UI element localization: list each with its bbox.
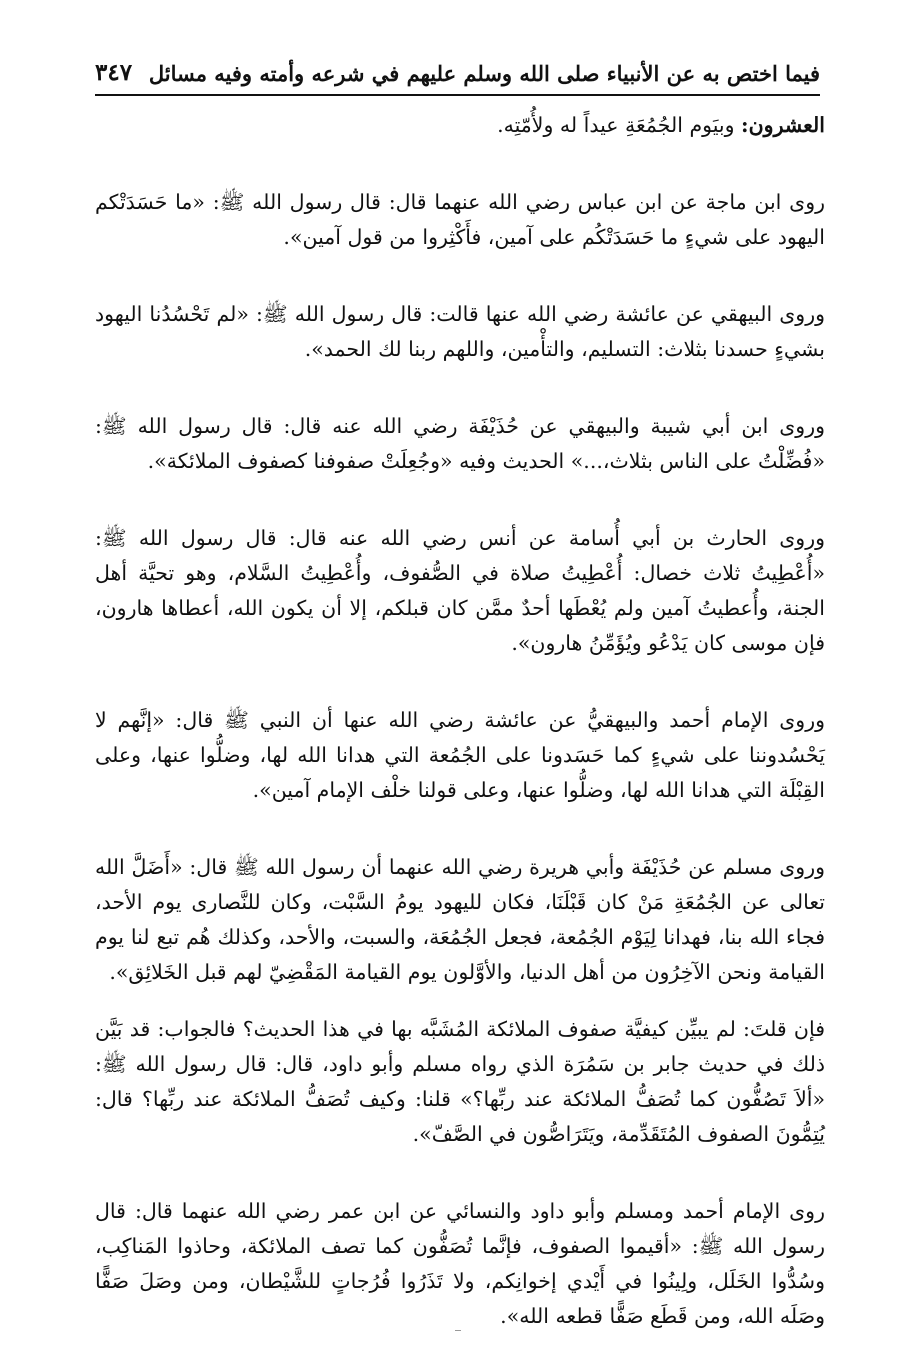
paragraph-hudhayfa: وروى ابن أبي شيبة والبيهقي عن حُذَيْفَة رضي الله عنه قال: قال رسول الله ﷺ: «فُضِّلْتُ على الناس بثلاث،...» الحديث وفيه «وجُعِلَتْ صفوفنا كصفوف الملائكة». [95, 414, 825, 473]
section-lead: العشرون: [741, 113, 825, 137]
paragraph-twentieth [95, 108, 825, 143]
paragraph-anas: وروى الحارث بن أبي أُسامة عن أنس رضي الله عنه قال: قال رسول الله ﷺ: «أُعْطِيتُ ثلاث خصال: أُعْطِيتُ صلاة في الصُّفوف، وأُعْطِيتُ السَّلام، وهو تحيَّة أهل الجنة، وأُعطيتُ آمين ولم يُعْطَها أحدٌ ممَّن كان قبلكم، إلا أن يكون الله، أعطاها هارون، فإن موسى كان يَدْعُو ويُؤَمِّنُ هارون». [95, 526, 825, 655]
page-number: ٣٤٧ [95, 59, 133, 86]
running-header [95, 50, 820, 96]
paragraph-ibn-majah: روى ابن ماجة عن ابن عباس رضي الله عنهما قال: قال رسول الله ﷺ: «ما حَسَدَتْكم اليهود على شيءٍ ما حَسَدَتْكُم على آمين، فأَكْثِروا من قول آمين». [95, 190, 825, 249]
paragraph-ahmad-aisha: وروى الإمام أحمد والبيهقيُّ عن عائشة رضي الله عنها أن النبي ﷺ قال: «إنَّهم لا يَحْسُدوننا على شيءٍ كما حَسَدونا على الجُمُعة التي هدانا الله لها، وضلُّوا عنها، وعلى القِبْلَة التي هدانا الله لها، وضلُّوا عنها، وعلى قولنا خلْف الإمام آمين». [95, 708, 825, 802]
paragraph-text: وبيَوم الجُمُعَةِ عيداً له ولأُمّتِه. [497, 113, 742, 137]
paragraph-ibn-umar: روى الإمام أحمد ومسلم وأبو داود والنسائي عن ابن عمر رضي الله عنهما قال: قال رسول الله ﷺ: «أقيموا الصفوف، فإنَّما تُصَفُّون كما تصف الملائكة، وحاذوا المَناكِب، وسُدُّوا الخَلَل، ولِينُوا في أَيْدي إخوانِكم، ولا تَذَرُوا فُرُجاتٍ للشَّيْطان، ومن وصَلَ صَفًّا وصَلَه الله، ومن قَطَع صَفًّا قطعه الله». [95, 1199, 825, 1328]
page-body [95, 108, 825, 1334]
paragraph-bayhaqi-aisha: وروى البيهقي عن عائشة رضي الله عنها قالت: قال رسول الله ﷺ: «لم تَحْسُدُنا اليهود بشيءٍ حسدنا بثلاث: التسليم، والتأْمين، واللهم ربنا لك الحمد». [95, 302, 825, 361]
paragraph-question-answer: فإن قلتَ: لم يبيِّن كيفيَّة صفوف الملائكة المُشَبَّه بها في هذا الحديث؟ فالجواب: قد بَيَّن ذلك في حديث جابر بن سَمُرَة الذي رواه مسلم وأبو داود، قال: قال رسول الله ﷺ: «ألاَ تَصُفُّون كما تُصَفُّ الملائكة عند ربِّها؟» قلنا: وكيف تُصَفُّ الملائكة عند ربِّها؟ قال: يُتِمُّونَ الصفوف المُتَقَدِّمة، ويَتَرَاصُّون في الصَّفّ». [95, 1017, 825, 1146]
page-footer-mark [455, 1330, 461, 1331]
paragraph-muslim-hudhayfa: وروى مسلم عن حُذَيْفَة وأبي هريرة رضي الله عنهما أن رسول الله ﷺ قال: «أَضَلَّ الله تعالى عن الجُمُعَةِ مَنْ كان قَبْلَنَا، فكان لليهود يومُ السَّبْت، وكان للنَّصارى يوم الأحد، فجاء الله بنا، فهدانا لِيَوْم الجُمُعة، فجعل الجُمُعَة، والسبت، والأحد، وكذلك هُم تبع لنا يوم القيامة ونحن الآخِرُون من أهل الدنيا، والأوَّلون يوم القيامة المَقْضِيّ لهم قبل الخَلائِق». [95, 855, 825, 984]
header-title: فيما اختص به عن الأنبياء صلى الله وسلم عليهم في شرعه وأمته وفيه مسائل [148, 61, 820, 86]
